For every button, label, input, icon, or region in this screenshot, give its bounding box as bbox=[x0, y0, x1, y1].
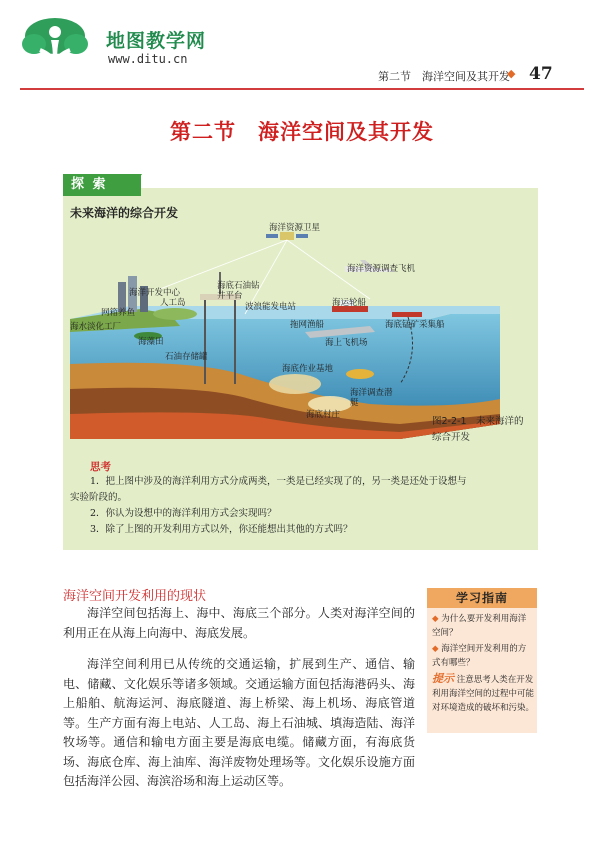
label-base: 海底作业基地 bbox=[282, 364, 334, 374]
figure-caption-line: 图2-2-1 未来海洋的 bbox=[432, 416, 524, 427]
body-heading: 海洋空间开发利用的现状 bbox=[63, 589, 207, 604]
label-survey-craft: 海洋调查潜艇 bbox=[350, 388, 393, 408]
label-oil-platform: 海底石油钻井平台 bbox=[217, 281, 260, 301]
section-title: 第二节 海洋空间及其开发 bbox=[170, 119, 434, 144]
explore-tab: 探 索 bbox=[63, 174, 141, 196]
diamond-icon: ◆ bbox=[432, 644, 439, 654]
figure-heading: 未来海洋的综合开发 bbox=[70, 206, 179, 220]
label-seaweed: 海藻田 bbox=[138, 337, 164, 347]
label-artificial-island: 人工岛 bbox=[160, 298, 186, 308]
label-oil-tank: 石油存储罐 bbox=[165, 352, 208, 362]
logo-url: www.ditu.cn bbox=[108, 52, 188, 66]
hint-text: 注意思考人类在开发利用海洋空间的过程中可能对环境造成的破坏和污染。 bbox=[432, 675, 535, 713]
figure-caption bbox=[432, 414, 537, 446]
label-survey-plane: 海洋资源调查飞机 bbox=[347, 264, 416, 274]
diamond-icon: ◆ bbox=[432, 614, 439, 624]
question-line: 2．你认为设想中的海洋利用方式会实现吗？ bbox=[90, 508, 277, 519]
logo-tree-icon bbox=[20, 14, 90, 72]
label-satellite: 海洋资源卫星 bbox=[269, 223, 321, 233]
label-trawler: 拖网渔船 bbox=[290, 320, 325, 330]
page-number: 47 bbox=[529, 64, 553, 84]
study-guide-item-text: 海洋空间开发利用的方式有哪些？ bbox=[432, 644, 527, 668]
hint-label: 提示 bbox=[432, 672, 454, 685]
label-mining-ship: 海底锰矿采集船 bbox=[385, 320, 445, 330]
study-guide-hint bbox=[432, 672, 534, 715]
paragraph: 海洋空间利用已从传统的交通运输，扩展到生产、通信、输电、储藏、文化娱乐等诸多领域。交通运输方面包括海港码头、海上船舶、航海运河、海底隧道、海上桥梁、海上机场、海底管道等。生产方面有海上电站、人工岛、海上石油城、填海造陆、海洋牧场等。通信和输电方面主要是海底电缆。储藏方面，有海底货场、海底仓库、海上油库、海洋废物处理场等。文化娱乐设施方面包括海洋公园、海滨浴场和海上运动区等。 bbox=[63, 657, 415, 788]
explore-tab-tail bbox=[128, 174, 142, 196]
study-guide-item bbox=[432, 642, 534, 670]
label-village: 海底村庄 bbox=[306, 410, 341, 420]
study-guide-item bbox=[432, 612, 534, 640]
label-fish-pen: 网箱养鱼 bbox=[101, 308, 136, 318]
figure-caption-line: 综合开发 bbox=[432, 432, 471, 443]
running-head: 第二节 海洋空间及其开发 bbox=[378, 70, 510, 83]
diamond-icon: ◆ bbox=[507, 67, 516, 80]
question-line: 实验阶段的。 bbox=[70, 492, 128, 503]
label-desalination: 海水淡化工厂 bbox=[70, 322, 122, 332]
paragraph: 海洋空间包括海上、海中、海底三个部分。人类对海洋空间的利用正在从海上向海中、海底发展。 bbox=[63, 606, 415, 640]
label-airport: 海上飞机场 bbox=[325, 338, 368, 348]
label-ship: 海运轮船 bbox=[332, 298, 367, 308]
logo-title: 地图教学网 bbox=[106, 30, 207, 52]
question-line: 3．除了上图的开发利用方式以外，你还能想出其他的方式吗？ bbox=[90, 524, 353, 535]
label-dev-center: 海洋开发中心 bbox=[129, 288, 181, 298]
study-guide-title: 学习指南 bbox=[427, 588, 537, 608]
label-wave-power: 波浪能发电站 bbox=[245, 302, 297, 312]
header-divider bbox=[20, 88, 584, 90]
question-line: 1．把上图中涉及的海洋利用方式分成两类，一类是已经实现了的，另一类是还处于设想与 bbox=[90, 476, 467, 487]
think-title: 思考 bbox=[90, 461, 111, 473]
study-guide-item-text: 为什么要开发利用海洋空间？ bbox=[432, 614, 527, 638]
